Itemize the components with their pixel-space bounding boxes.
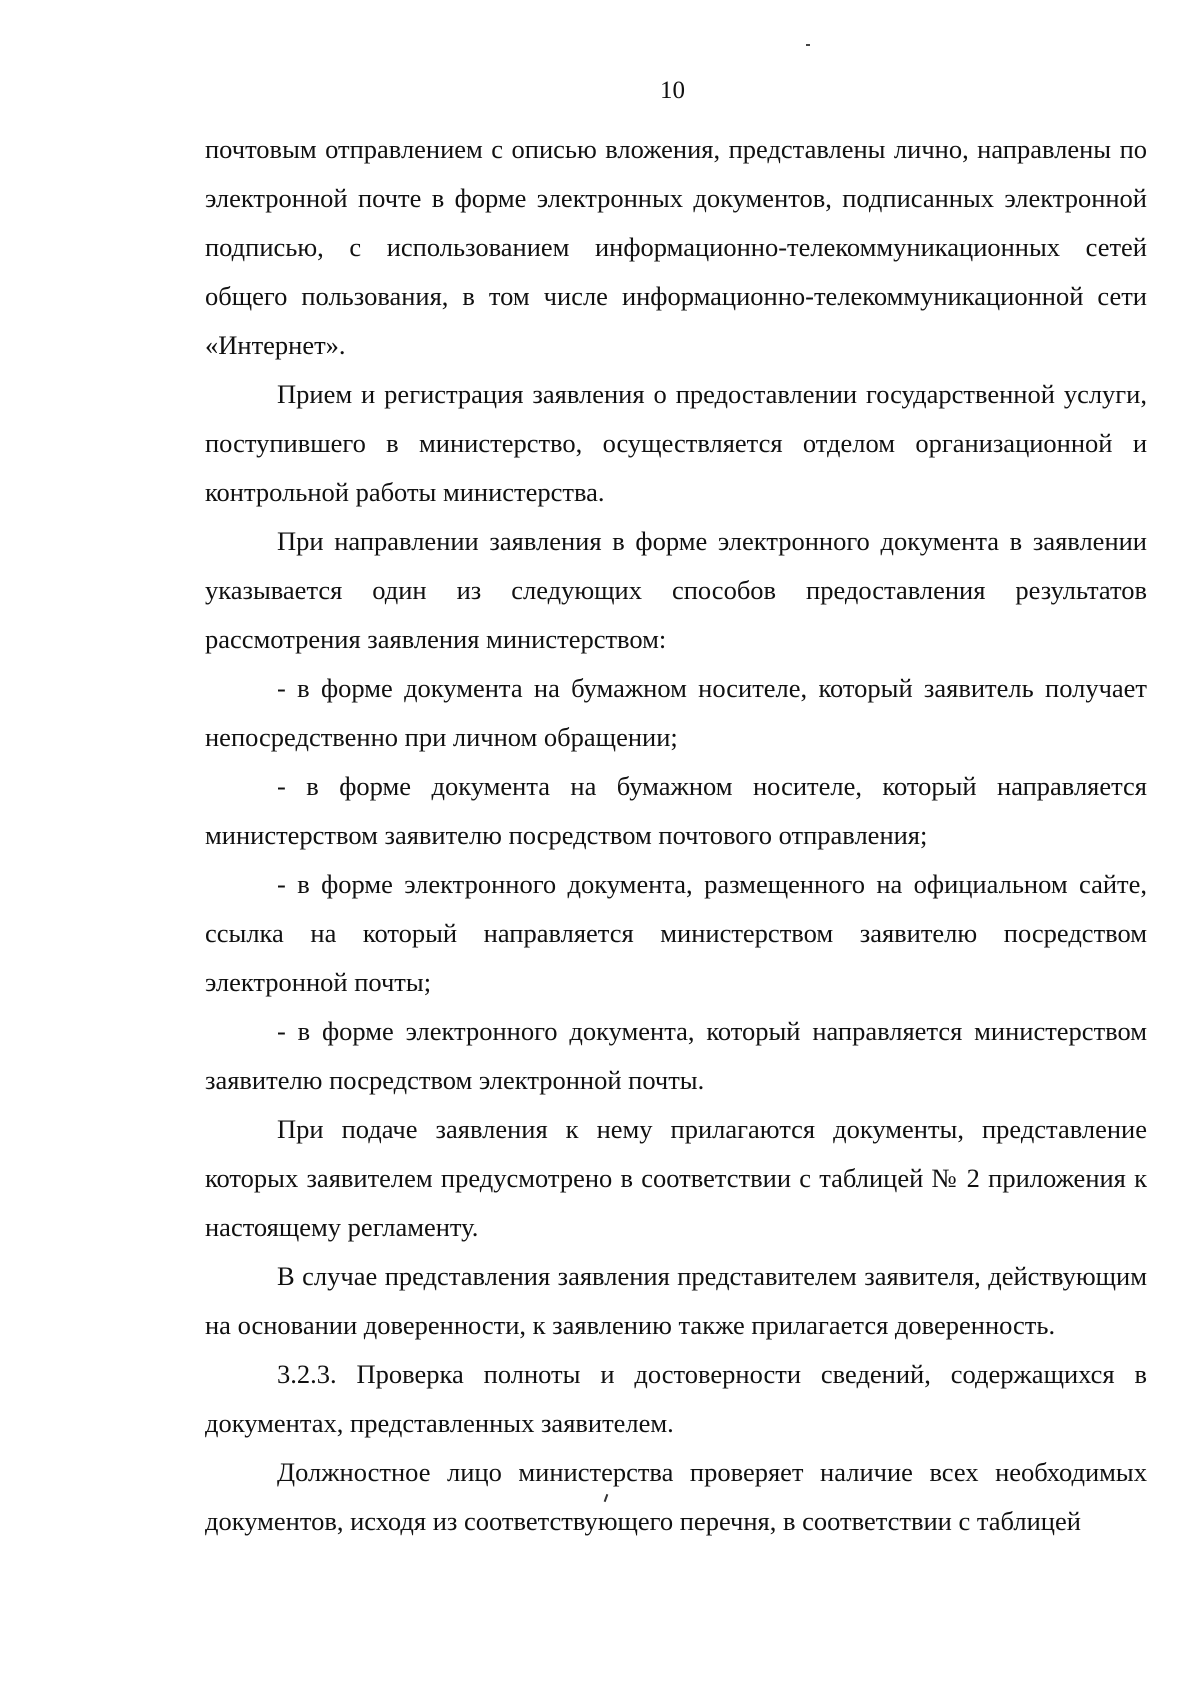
list-item-paper-in-person: - в форме документа на бумажном носителе, который заявитель получает непосредственно при личном обращении;: [205, 673, 1147, 752]
paragraph-representative: В случае представления заявления представителем заявителя, действующим на основании доверенности, к заявлению также прилагается доверенность.: [205, 1261, 1147, 1340]
paragraph-reception-registration: Прием и регистрация заявления о предоставлении государственной услуги, поступившего в министерство, осуществляется отделом организационной и контрольной работы министерства.: [205, 379, 1147, 507]
list-item-paper-by-mail: - в форме документа на бумажном носителе, который направляется министерством заявителю посредством почтового отправления;: [205, 771, 1147, 850]
section-heading-3-2-3: 3.2.3. Проверка полноты и достоверности сведений, содержащихся в документах, представленных заявителем.: [205, 1359, 1147, 1438]
paragraph-official-check: Должностное лицо министерства проверяет наличие всех необходимых документов, исходя из соответствующего перечня, в соответствии с таблицей: [205, 1457, 1147, 1536]
list-item-electronic-email: - в форме электронного документа, который направляется министерством заявителю посредством электронной почты.: [205, 1016, 1147, 1095]
page-number: 10: [660, 77, 685, 104]
scan-speck: [806, 44, 810, 46]
paragraph-electronic-submission: При направлении заявления в форме электронного документа в заявлении указывается один из следующих способов предоставления результатов рассмотрения заявления министерством:: [205, 526, 1147, 654]
document-body: [205, 125, 1147, 1546]
paragraph-attached-documents: При подаче заявления к нему прилагаются документы, представление которых заявителем предусмотрено в соответствии с таблицей № 2 приложения к настоящему регламенту.: [205, 1114, 1147, 1242]
paragraph-continuation: почтовым отправлением с описью вложения, представлены лично, направлены по электронной почте в форме электронных документов, подписанных электронной подписью, с использованием информационно-телекоммуникационных сетей общего пользования, в том числе информационно-телекоммуникационной сети «Интернет».: [205, 134, 1147, 360]
list-item-electronic-link: - в форме электронного документа, размещенного на официальном сайте, ссылка на который направляется министерством заявителю посредством электронной почты;: [205, 869, 1147, 997]
